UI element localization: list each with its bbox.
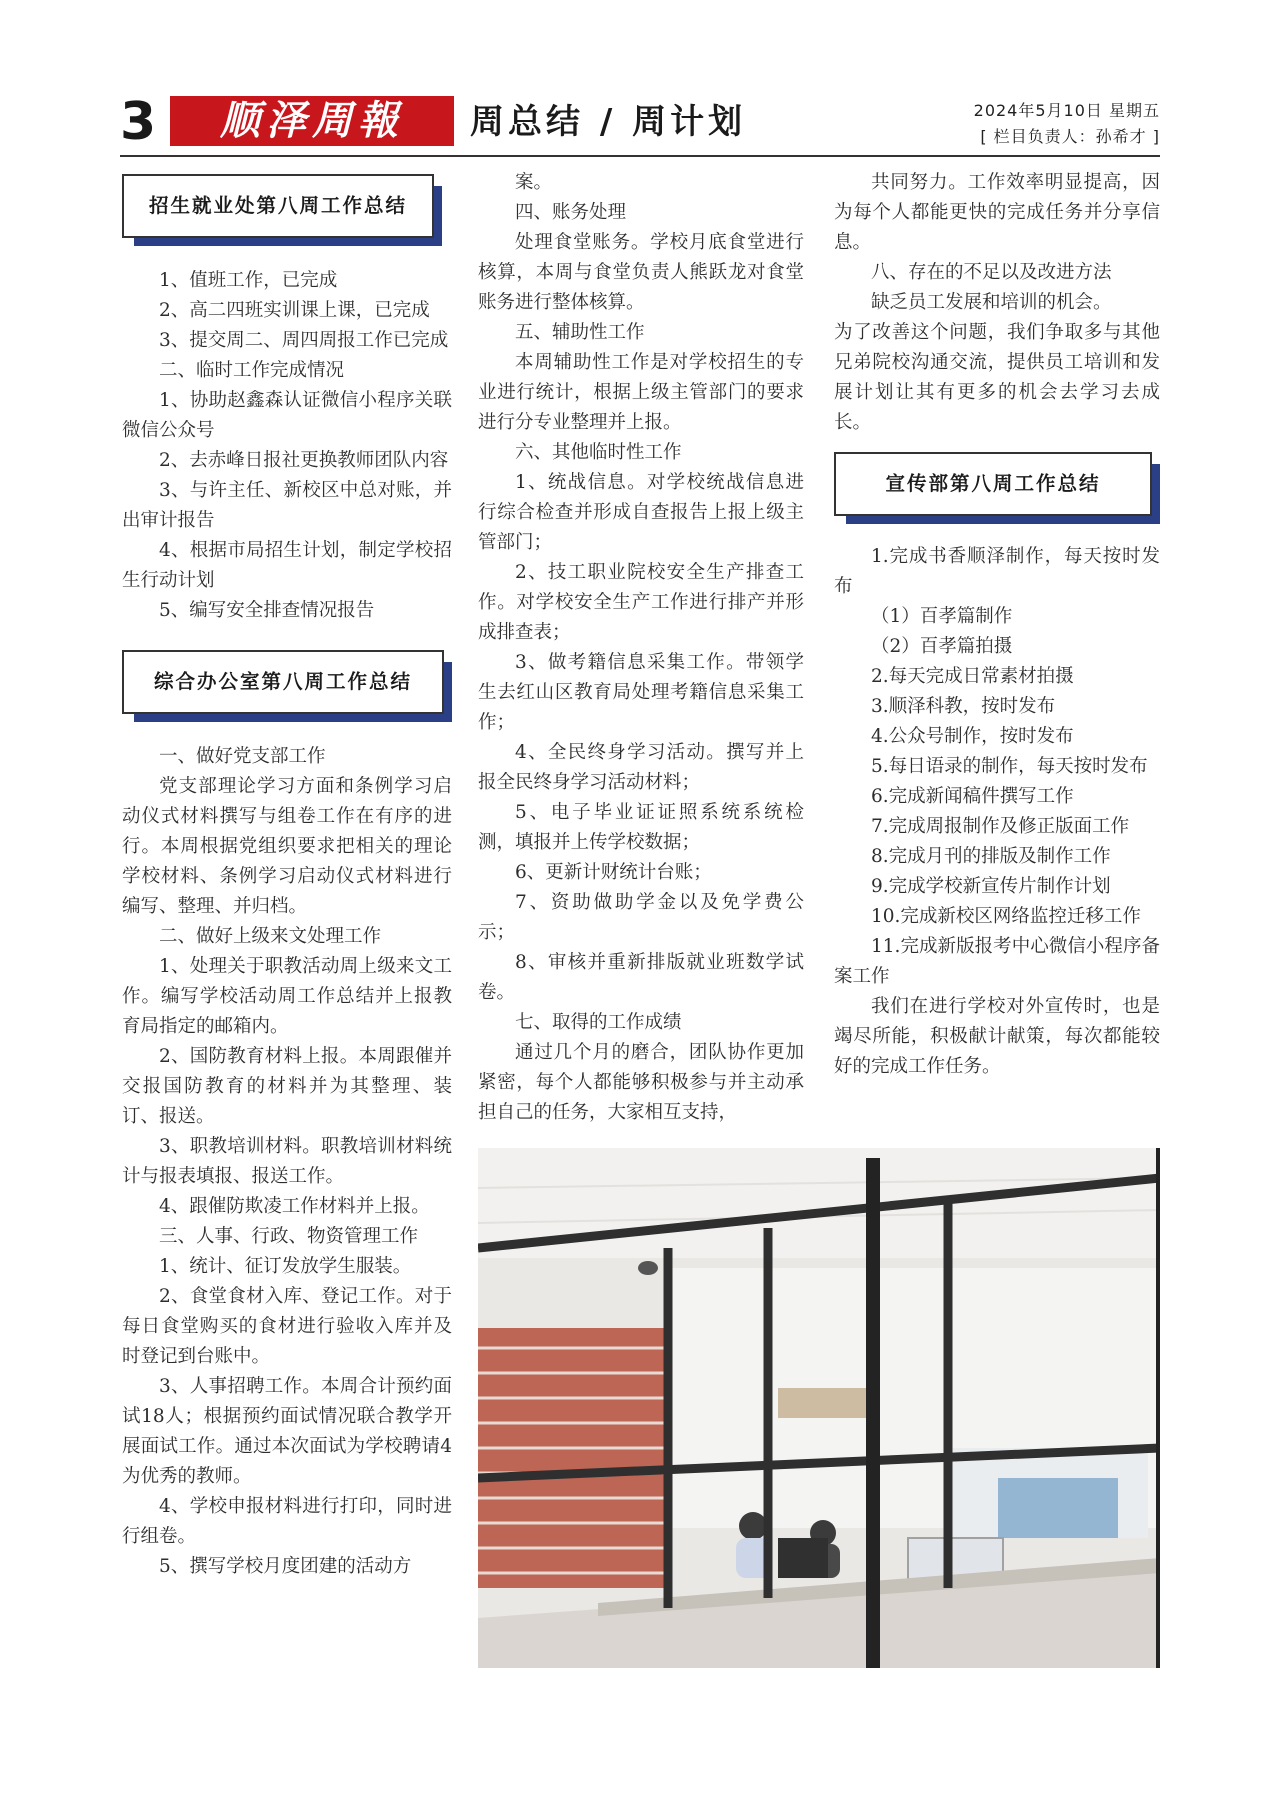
paragraph: 4、根据市局招生计划，制定学校招生行动计划 [122,540,452,591]
paragraph: 2、国防教育材料上报。本周跟催并交报国防教育的材料并为其整理、装订、报送。 [122,1046,452,1127]
paragraph: 2、食堂食材入库、登记工作。对于每日食堂购买的食材进行验收入库并及时登记到台账中。 [122,1286,452,1367]
column-3 [834,168,1160,1082]
paragraph: 1.完成书香顺泽制作，每天按时发布 [834,546,1160,597]
paragraph: 通过几个月的磨合，团队协作更加紧密，每个人都能够积极参与并主动承担自己的任务，大家相互支持， [478,1042,804,1123]
paragraph: 7、资助做助学金以及免学费公示； [478,892,804,943]
paragraph: 六、其他临时性工作 [515,442,682,463]
paragraph: （1）百孝篇制作 [871,606,1013,627]
paragraph: 5、电子毕业证证照系统系统检测，填报并上传学校数据； [478,802,804,853]
paragraph: 11.完成新版报考中心微信小程序备案工作 [834,936,1160,987]
paragraph: 处理食堂账务。学校月底食堂进行核算，本周与食堂负责人熊跃龙对食堂账务进行整体核算。 [478,232,804,313]
column-1 [122,168,452,1582]
paragraph: 10.完成新校区网络监控迁移工作 [871,906,1141,927]
paragraph: 1、协助赵鑫森认证微信小程序关联微信公众号 [122,390,452,441]
paragraph: 4、学校申报材料进行打印，同时进行组卷。 [122,1496,452,1547]
paragraph: 为了改善这个问题，我们争取多与其他兄弟院校沟通交流，提供员工培训和发展计划让其有更多的机会去学习去成长。 [834,322,1160,433]
paragraph: 8、审核并重新排版就业班数学试卷。 [478,952,804,1003]
paragraph: 二、临时工作完成情况 [159,360,345,381]
paragraph: 5.每日语录的制作，每天按时发布 [871,756,1148,777]
paragraph: 5、撰写学校月度团建的活动方 [159,1556,412,1577]
paragraph: 9.完成学校新宣传片制作计划 [871,876,1111,897]
paragraph: 7.完成周报制作及修正版面工作 [871,816,1130,837]
paragraph: 1、值班工作，已完成 [159,270,338,291]
paragraph: 1、统战信息。对学校统战信息进行综合检查并形成自查报告上报上级主管部门； [478,472,804,553]
paragraph: 本周辅助性工作是对学校招生的专业进行统计，根据上级主管部门的要求进行分专业整理并上报。 [478,352,804,433]
paragraph: 缺乏员工发展和培训的机会。 [871,292,1112,313]
paragraph: 4.公众号制作，按时发布 [871,726,1074,747]
paragraph: 共同努力。工作效率明显提高，因为每个人都能更快的完成任务并分享信息。 [834,172,1160,253]
paragraph: 七、取得的工作成绩 [515,1012,682,1033]
paragraph: 一、做好党支部工作 [159,746,326,767]
paragraph: 3、提交周二、周四周报工作已完成 [159,330,449,351]
paragraph: 2、去赤峰日报社更换教师团队内容 [159,450,449,471]
paragraph: 二、做好上级来文处理工作 [159,926,382,947]
admissions-summary-heading-box [122,174,434,238]
office-summary-heading-box [122,650,444,714]
paragraph: 2、技工职业院校安全生产排查工作。对学校安全生产工作进行排产并形成排查表； [478,562,804,643]
office-window-photo [478,1148,1160,1668]
newspaper-logo: 顺泽周報 [170,96,454,146]
paragraph: 3、做考籍信息采集工作。带领学生去红山区教育局处理考籍信息采集工作； [478,652,804,733]
paragraph: （2）百孝篇拍摄 [871,636,1013,657]
masthead [120,92,1160,156]
paragraph: 1、处理关于职教活动周上级来文工作。编写学校活动周工作总结并上报教育局指定的邮箱内。 [122,956,452,1037]
paragraph: 1、统计、征订发放学生服装。 [159,1256,412,1277]
paragraph: 6.完成新闻稿件撰写工作 [871,786,1074,807]
paragraph: 3、与许主任、新校区中总对账，并出审计报告 [122,480,452,531]
paragraph: 2.每天完成日常素材拍摄 [871,666,1074,687]
paragraph: 2、高二四班实训课上课，已完成 [159,300,430,321]
paragraph: 八、存在的不足以及改进方法 [871,262,1112,283]
paragraph: 3、人事招聘工作。本周合计预约面试18人；根据预约面试情况联合教学开展面试工作。通过本次面试为学校聘请4为优秀的教师。 [122,1376,452,1487]
paragraph: 3.顺泽科教，按时发布 [871,696,1056,717]
paragraph: 我们在进行学校对外宣传时，也是竭尽所能，积极献计献策，每次都能较好的完成工作任务。 [834,996,1160,1077]
paragraph: 三、人事、行政、物资管理工作 [159,1226,419,1247]
publicity-summary-title: 宣传部第八周工作总结 [834,452,1152,516]
admissions-summary-title: 招生就业处第八周工作总结 [122,174,434,238]
office-summary-title: 综合办公室第八周工作总结 [122,650,444,714]
paragraph: 党支部理论学习方面和条例学习启动仪式材料撰写与组卷工作在有序的进行。本周根据党组织要求把相关的理论学校材料、条例学习启动仪式材料进行编写、整理、并归档。 [122,776,452,917]
column-2 [478,168,804,1128]
page-number: 3 [120,92,157,152]
paragraph: 6、更新计财统计台账； [515,862,712,883]
publicity-summary-heading-box [834,452,1152,516]
paragraph: 4、跟催防欺凌工作材料并上报。 [159,1196,430,1217]
issue-date: 2024年5月10日 星期五 [973,101,1160,120]
paragraph: 8.完成月刊的排版及制作工作 [871,846,1111,867]
paragraph: 案。 [515,172,553,193]
paragraph: 五、辅助性工作 [515,322,645,343]
paragraph: 5、编写安全排查情况报告 [159,600,375,621]
office-scene-illustration [478,1148,1160,1668]
paragraph: 4、全民终身学习活动。撰写并上报全民终身学习活动材料； [478,742,804,793]
column-editor: [ 栏目负责人：孙希才 ] [980,127,1160,146]
header-rule [120,155,1160,157]
section-title: 周总结 / 周计划 [470,102,747,142]
paragraph: 3、职教培训材料。职教培训材料统计与报表填报、报送工作。 [122,1136,452,1187]
paragraph: 四、账务处理 [515,202,627,223]
